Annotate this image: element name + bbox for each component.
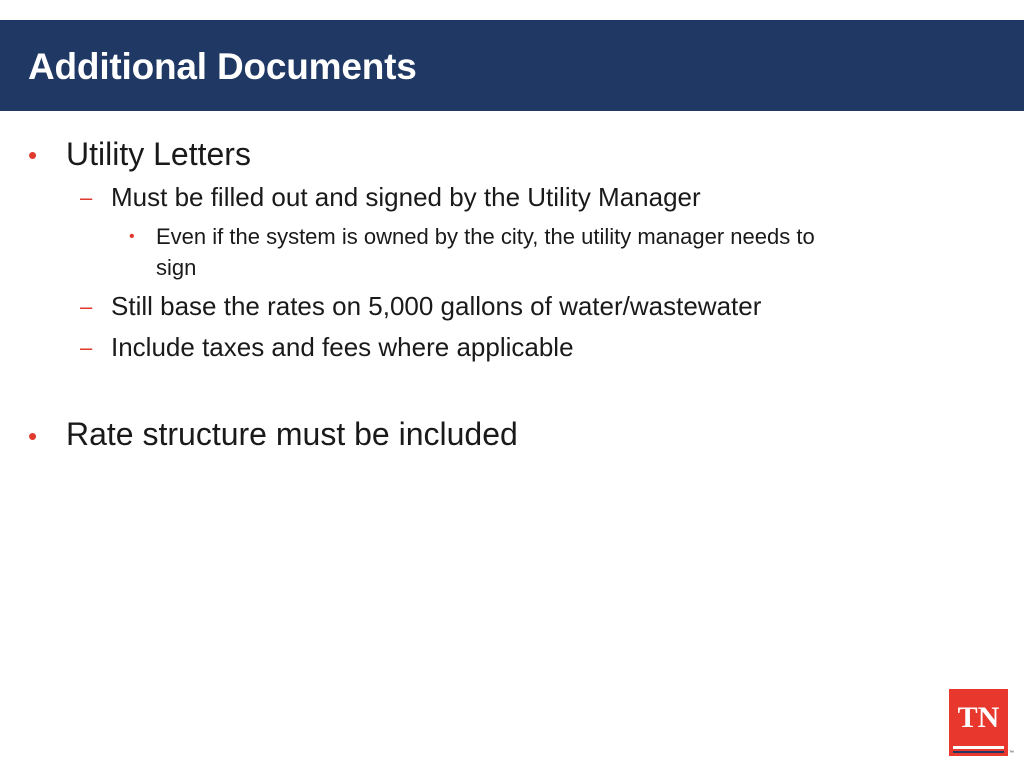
list-item-rate-structure: Rate structure must be included bbox=[66, 416, 518, 452]
bullet-icon: • bbox=[28, 421, 38, 451]
nested-list-item-line-1: Even if the system is owned by the city, the utility manager needs to bbox=[156, 224, 815, 249]
sub-list-item: Must be filled out and signed by the Utility Manager bbox=[111, 182, 701, 212]
bullet-icon: • bbox=[28, 140, 38, 170]
dash-bullet-icon: – bbox=[80, 185, 93, 210]
list-item-utility-letters: Utility Letters bbox=[66, 136, 251, 172]
sub-list-item: Still base the rates on 5,000 gallons of water/wastewater bbox=[111, 291, 762, 321]
bullet-icon: • bbox=[129, 228, 135, 245]
trademark-symbol: ™ bbox=[1009, 750, 1014, 756]
logo-stripe bbox=[953, 751, 1004, 753]
slide-title: Additional Documents bbox=[28, 46, 417, 87]
logo-text: TN bbox=[957, 701, 1000, 734]
nested-list-item-line-2: sign bbox=[156, 255, 197, 280]
logo-stripe bbox=[953, 746, 1004, 749]
tennessee-state-logo bbox=[949, 689, 1008, 756]
dash-bullet-icon: – bbox=[80, 294, 93, 319]
sub-list-item: Include taxes and fees where applicable bbox=[111, 332, 574, 362]
dash-bullet-icon: – bbox=[80, 335, 93, 360]
